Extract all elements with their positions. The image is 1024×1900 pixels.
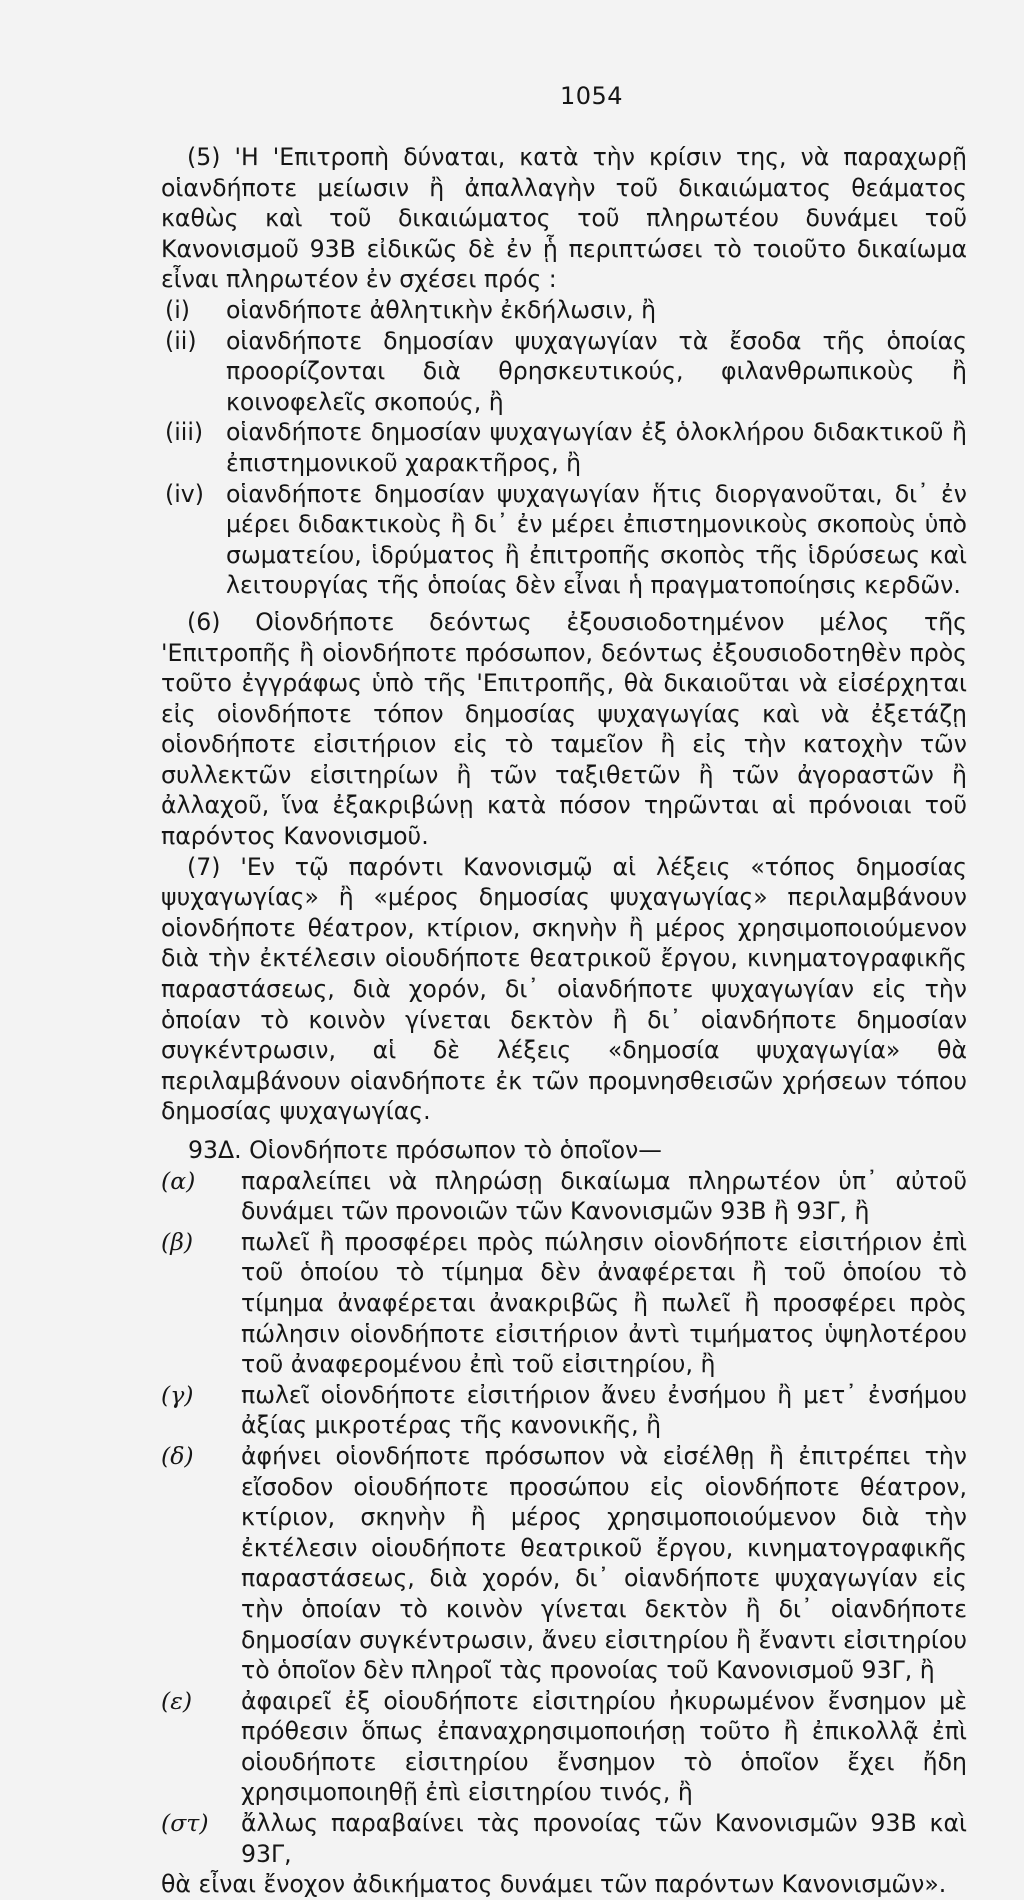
item-label: (ii)	[165, 326, 197, 355]
closing-clause: θὰ εἶναι ἔνοχον ἀδικήματος δυνάμει τῶν παρόντων Κανονισμῶν».	[161, 1870, 947, 1899]
item-label: (γ)	[161, 1380, 194, 1409]
item-text: οἱανδήποτε δημοσίαν ψυχαγωγίαν τὰ ἔσοδα τῆς ὁποίας προορίζονται διὰ θρησκευτικούς, φιλανθρωπικοὺς ἢ κοινοφελεῖς σκοπούς, ἢ	[226, 326, 967, 416]
item-text: πωλεῖ οἱονδήποτε εἰσιτήριον ἄνευ ἐνσήμου ἢ μετ᾽ ἐνσήμου ἀξίας μικροτέρας τῆς κανονικῆς, ἢ	[241, 1380, 967, 1440]
item-text: ἀφαιρεῖ ἐξ οἱουδήποτε εἰσιτηρίου ἠκυρωμένον ἔνσημον μὲ πρόθεσιν ὅπως ἐπαναχρησιμοποιήσῃ τοῦτο ἢ ἐπικολλᾷ ἐπὶ οἱουδήποτε εἰσιτηρίου ἔνσημον τὸ ὁποῖον ἔχει ἤδη χρησιμοποιηθῇ ἐπὶ εἰσιτηρίου τινός, ἢ	[241, 1686, 967, 1807]
list-item	[161, 479, 967, 601]
item-text: ἄλλως παραβαίνει τὰς προνοίας τῶν Κανονισμῶν 93Β καὶ 93Γ,	[241, 1809, 967, 1868]
regulation-93d-heading: 93Δ. Οἱονδήποτε πρόσωπον τὸ ὁποῖον—	[188, 1136, 662, 1164]
item-label: (i)	[165, 295, 190, 324]
item-text: ἀφήνει οἱονδήποτε πρόσωπον νὰ εἰσέλθῃ ἢ ἐπιτρέπει τὴν εἴσοδον οἱουδήποτε προσώπου εἰς οἱονδήποτε θέατρον, κτίριον, σκηνὴν ἢ μέρος χρησιμοποιούμενον διὰ τὴν ἐκτέλεσιν οἱουδήποτε θεατρικοῦ ἔργου, κινηματογραφικῆς παραστάσεως, διὰ χορόν, δι᾽ οἱανδήποτε ψυχαγωγίαν εἰς τὴν ὁποίαν τὸ κοινὸν γίνεται δεκτὸν ἢ δι᾽ οἱανδήποτε δημοσίαν συγκέντρωσιν, ἄνευ εἰσιτηρίου ἢ ἔναντι εἰσιτηρίου τὸ ὁποῖον δὲν πληροῖ τὰς προνοίας τοῦ Κανονισμοῦ 93Γ, ἢ	[241, 1441, 967, 1685]
list-item	[161, 295, 967, 326]
list-item	[161, 1441, 967, 1686]
paragraph-5: (5) 'Η 'Επιτροπὴ δύναται, κατὰ τὴν κρίσιν της, νὰ παραχωρῇ οἱανδήποτε μείωσιν ἢ ἀπαλλαγὴν τοῦ δικαιώματος θεάματος καθὼς καὶ τοῦ δικαιώματος τοῦ πληρωτέου δυνάμει τοῦ Κανονισμοῦ 93Β εἰδικῶς δὲ ἐν ᾗ περιπτώσει τὸ τοιοῦτο δικαίωμα εἶναι πληρωτέον ἐν σχέσει πρός :	[161, 143, 967, 294]
list-item	[161, 1166, 967, 1227]
item-label: (α)	[161, 1166, 196, 1195]
list-item	[161, 326, 967, 418]
paragraph-6: (6) Οἱονδήποτε δεόντως ἐξουσιοδοτημένον μέλος τῆς 'Επιτροπῆς ἢ οἱονδήποτε πρόσωπον, δεόντως ἐξουσιοδοτηθὲν πρὸς τοῦτο ἐγγράφως ὑπὸ τῆς 'Επιτροπῆς, θὰ δικαιοῦται νὰ εἰσέρχηται εἰς οἱονδήποτε τόπον δημοσίας ψυχαγωγίας καὶ νὰ ἐξετάζῃ οἱονδήποτε εἰσιτήριον εἰς τὸ ταμεῖον ἢ εἰς τὴν κατοχὴν τῶν συλλεκτῶν εἰσιτηρίων ἢ τῶν ταξιθετῶν ἢ τῶν ἀγοραστῶν ἢ ἀλλαχοῦ, ἵνα ἐξακριβώνῃ κατὰ πόσον τηρῶνται αἱ πρόνοιαι τοῦ παρόντος Κανονισμοῦ.	[161, 607, 967, 851]
item-label: (στ)	[161, 1809, 209, 1838]
item-text: παραλείπει νὰ πληρώσῃ δικαίωμα πληρωτέον ὑπ᾽ αὐτοῦ δυνάμει τῶν προνοιῶν τῶν Κανονισμῶν 93Β ἢ 93Γ, ἢ	[241, 1166, 967, 1226]
item-label: (ε)	[161, 1686, 193, 1715]
item-label: (iii)	[165, 418, 204, 447]
list-item	[161, 417, 967, 478]
page-number: 1054	[560, 82, 624, 110]
item-label: (β)	[161, 1227, 194, 1256]
item-label: (δ)	[161, 1441, 194, 1470]
list-item	[161, 1686, 967, 1808]
regulation-text	[161, 142, 967, 1900]
item-text: οἱανδήποτε δημοσίαν ψυχαγωγίαν ἥτις διοργανοῦται, δι᾽ ἐν μέρει διδακτικοὺς ἢ δι᾽ ἐν μέρει ἐπιστημονικοὺς σκοποὺς ὑπὸ σωματείου, ἱδρύματος ἢ ἐπιτροπῆς σκοπὸς τῆς ἱδρύσεως καὶ λειτουργίας τῆς ὁποίας δὲν εἶναι ἡ πραγματοποίησις κερδῶν.	[226, 479, 967, 600]
list-item	[161, 1227, 967, 1380]
list-item	[161, 1808, 967, 1869]
list-item	[161, 1380, 967, 1441]
item-text: πωλεῖ ἢ προσφέρει πρὸς πώλησιν οἱονδήποτε εἰσιτήριον ἐπὶ τοῦ ὁποίου τὸ τίμημα δὲν ἀναφέρεται ἢ τοῦ ὁποίου τὸ τίμημα ἀναφέρεται ἀνακριβῶς ἢ πωλεῖ ἢ προσφέρει πρὸς πώλησιν οἱονδήποτε εἰσιτήριον ἀντὶ τιμήματος ὑψηλοτέρου τοῦ ἀναφερομένου ἐπὶ τοῦ εἰσιτηρίου, ἢ	[241, 1227, 967, 1379]
item-label: (iv)	[165, 479, 204, 508]
item-text: οἱανδήποτε δημοσίαν ψυχαγωγίαν ἐξ ὁλοκλήρου διδακτικοῦ ἢ ἐπιστημονικοῦ χαρακτῆρος, ἢ	[226, 418, 967, 477]
paragraph-7: (7) 'Εν τῷ παρόντι Κανονισμῷ αἱ λέξεις «τόπος δημοσίας ψυχαγωγίας» ἢ «μέρος δημοσίας ψυχαγωγίας» περιλαμβάνουν οἱονδήποτε θέατρον, κτίριον, σκηνὴν ἢ μέρος χρησιμοποιούμενον διὰ τὴν ἐκτέλεσιν οἱουδήποτε θεατρικοῦ ἔργου, κινηματογραφικῆς παραστάσεως, διὰ χορόν, δι᾽ οἱανδήποτε ψυχαγωγίαν εἰς τὴν ὁποίαν τὸ κοινὸν γίνεται δεκτὸν ἢ δι᾽ οἱανδήποτε δημοσίαν συγκέντρωσιν, αἱ δὲ λέξεις «δημοσία ψυχαγωγία» θὰ περιλαμβάνουν οἱανδήποτε ἐκ τῶν προμνησθεισῶν χρήσεων τόπου δημοσίας ψυχαγωγίας.	[161, 852, 967, 1126]
item-text: οἱανδήποτε ἀθλητικὴν ἐκδήλωσιν, ἢ	[226, 295, 657, 324]
